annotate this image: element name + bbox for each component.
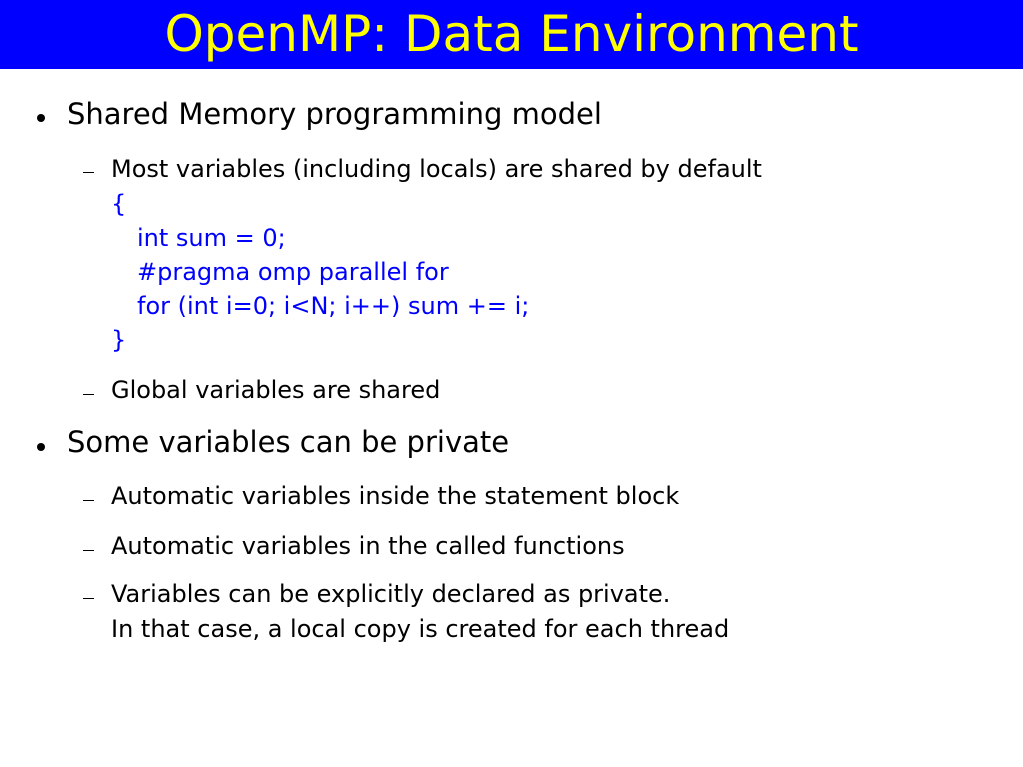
bullet-dot-icon (37, 114, 45, 122)
dash-icon (83, 500, 94, 501)
bullet-private-variables: Some variables can be private (67, 425, 510, 459)
slide-title: OpenMP: Data Environment (164, 5, 859, 63)
title-bar (0, 0, 1023, 69)
bullet-shared-memory: Shared Memory programming model (67, 97, 602, 131)
sub-bullet-explicit-private: Variables can be explicitly declared as private. (111, 580, 671, 608)
code-line-pragma: #pragma omp parallel for (137, 258, 449, 286)
dash-icon (83, 172, 94, 173)
sub-bullet-automatic-block: Automatic variables inside the statement block (111, 482, 680, 510)
sub-bullet-explicit-private-cont: In that case, a local copy is created for each thread (111, 615, 730, 643)
dash-icon (83, 550, 94, 551)
dash-icon (83, 394, 94, 395)
bullet-dot-icon (37, 443, 45, 451)
sub-bullet-automatic-functions: Automatic variables in the called functions (111, 532, 625, 560)
code-open-brace: { (111, 190, 127, 218)
sub-bullet-shared-by-default: Most variables (including locals) are shared by default (111, 155, 762, 183)
code-close-brace: } (111, 326, 127, 354)
code-line-for-loop: for (int i=0; i<N; i++) sum += i; (137, 292, 530, 320)
sub-bullet-global-shared: Global variables are shared (111, 376, 441, 404)
dash-icon (83, 598, 94, 599)
code-line-int-sum: int sum = 0; (137, 224, 286, 252)
